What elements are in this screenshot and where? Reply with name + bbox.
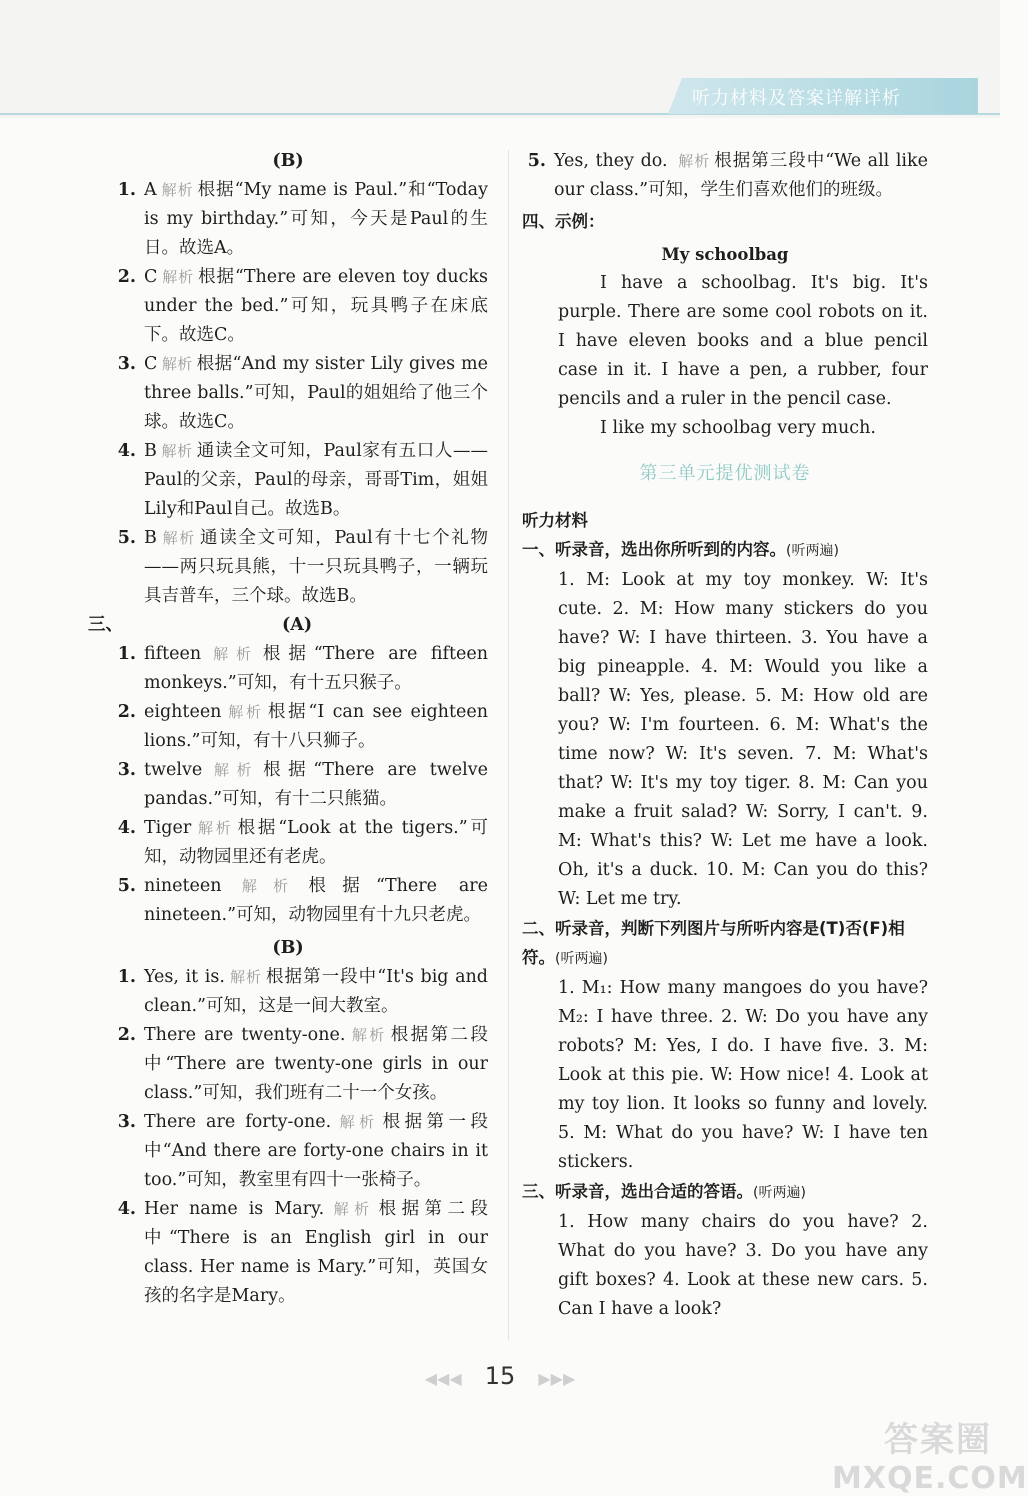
item-explanation: 根据第三段中“We all like our class.”可知，学生们喜欢他们的班级。 [554, 151, 928, 200]
section-4-label: 四、示例： [522, 212, 605, 231]
item-explanation: 根据“I can see eighteen lions.”可知，有十八只狮子。 [144, 702, 488, 751]
item-number: 1. [117, 967, 136, 987]
analysis-label: 解析 [678, 152, 711, 170]
transcript [522, 974, 928, 1177]
page-navigation [400, 1362, 600, 1390]
item-number: 4. [117, 1199, 136, 1219]
item-answer: Tiger [144, 818, 192, 838]
item-number: 5. [527, 151, 546, 171]
item-explanation: 根据“There are fifteen monkeys.”可知，有十五只猴子。 [144, 644, 488, 693]
transcript-line: 4. Look at my toy lion. It looks so funny and lovely. [558, 1065, 928, 1114]
item-number: 2. [117, 1025, 136, 1045]
item-explanation: 根据第二段中“There is an English girl in our class. Her name is Mary.”可知，英国女孩的名字是Mary。 [144, 1199, 488, 1306]
column-divider [508, 150, 509, 1340]
answer-item [88, 176, 488, 263]
essay-paragraph: I like my schoolbag very much. [600, 418, 876, 438]
left-column [88, 147, 488, 1311]
item-number: 3. [117, 354, 136, 374]
analysis-label: 解析 [160, 442, 193, 460]
next-arrows-icon: ▶▶▶ [538, 1369, 576, 1388]
answer-item [88, 1195, 488, 1311]
right-column [522, 147, 928, 1324]
transcript-line: 1. M: Look at my toy monkey. W: It's cute. [558, 570, 928, 619]
item-answer: C [144, 354, 158, 374]
answer-item [88, 756, 488, 814]
watermark-logo: 答案圈 [884, 1420, 992, 1460]
item-answer: B [144, 441, 157, 461]
item-number: 2. [117, 702, 136, 722]
transcript-line: 5. Can I have a look? [558, 1270, 928, 1319]
answer-item [522, 147, 928, 205]
item-explanation: 根据第一段中“It's big and clean.”可知，这是一间大教室。 [144, 967, 489, 1016]
transcript-line: 6. M: What's the time now? W: It's seven. [558, 715, 929, 764]
item-answer: Her name is Mary. [144, 1199, 325, 1219]
item-answer: A [144, 180, 157, 200]
analysis-label: 解析 [335, 1113, 379, 1131]
answer-item [88, 1021, 488, 1108]
answer-item [88, 872, 488, 930]
answer-item [88, 350, 488, 437]
item-answer: fifteen [144, 644, 202, 664]
item-explanation: 根据第二段中“There are twenty-one girls in our class.”可知，我们班有二十一个女孩。 [144, 1025, 489, 1103]
section-3-header [88, 611, 488, 640]
transcript-line: 4. M: Would you like a ball? W: Yes, please. [558, 657, 928, 706]
transcript-line: 2. W: Do you have any robots? M: Yes, I do. I have five. [558, 1007, 928, 1056]
transcript-line: 9. M: What's this? W: Let me have a look. Oh, it's a duck. [558, 802, 928, 880]
part-3b-items [88, 963, 488, 1311]
item-explanation: 根据“There are nineteen.”可知，动物园里有十九只老虎。 [144, 876, 488, 925]
part-b-items [88, 176, 488, 611]
question-heading [522, 1177, 928, 1208]
analysis-label: 解析 [205, 645, 259, 663]
item-answer: B [144, 528, 157, 548]
item-number: 5. [117, 528, 136, 548]
part-b-label: (B) [272, 151, 304, 171]
answer-item [88, 524, 488, 611]
item-explanation: 根据“There are eleven toy ducks under the bed.”可知，玩具鸭子在床底下。故选C。 [144, 267, 488, 345]
answer-item [88, 963, 488, 1021]
part-a-label: (A) [282, 615, 313, 635]
transcript-line: 5. M: What do you have? W: I have ten stickers. [558, 1123, 928, 1172]
item-number: 1. [117, 180, 136, 200]
question-note: (听两遍) [555, 951, 608, 967]
item-number: 4. [117, 818, 136, 838]
answer-item [88, 437, 488, 524]
transcript-line: 7. M: What's that? W: It's my toy tiger. [558, 744, 929, 793]
transcript-line: 1. How many chairs do you have? [558, 1212, 899, 1232]
question-title: 一、听录音，选出你所听到的内容。 [522, 540, 786, 559]
question-heading [522, 914, 928, 974]
analysis-label: 解析 [228, 968, 263, 986]
transcript [522, 566, 928, 914]
item-answer: twelve [144, 760, 203, 780]
item-answer: Yes, it is. [144, 967, 225, 987]
analysis-label: 解析 [206, 761, 260, 779]
question-heading [522, 535, 928, 566]
transcript-line: 5. M: How old are you? W: I'm fourteen. [558, 686, 928, 735]
item-explanation: 根据“There are twelve pandas.”可知，有十二只熊猫。 [144, 760, 488, 809]
transcript-line: 4. Look at these new cars. [663, 1270, 905, 1290]
item-answer: C [144, 267, 158, 287]
item-number: 1. [117, 644, 136, 664]
essay-title: My schoolbag [661, 245, 789, 264]
item-answer: There are twenty-one. [144, 1025, 346, 1045]
item-explanation: 通读全文可知，Paul家有五口人——Paul的父亲，Paul的母亲，哥哥Tim，姐姐Lily和Paul自己。故选B。 [144, 441, 488, 519]
item-explanation: 根据“Look at the tigers.”可知，动物园里还有老虎。 [144, 818, 488, 867]
answer-item [88, 698, 488, 756]
transcript-line: 1. M₁: How many mangoes do you have? M₂: I have three. [558, 978, 928, 1027]
item-answer: There are forty-one. [144, 1112, 332, 1132]
item-explanation: 根据“And my sister Lily gives me three balls.”可知，Paul的姐姐给了他三个球。故选C。 [144, 354, 488, 432]
unit-title: 第三单元提优测试卷 [639, 463, 811, 484]
item-number: 4. [117, 441, 136, 461]
item-answer: eighteen [144, 702, 222, 722]
question-note: (听两遍) [753, 1185, 806, 1201]
transcript-line: 2. M: How many stickers do you have? W: I have thirteen. [558, 599, 928, 648]
item-number: 2. [117, 267, 136, 287]
item-explanation: 根据第一段中“And there are forty-one chairs in it too.”可知，教室里有四十一张椅子。 [144, 1112, 488, 1190]
transcript-line: 3. You have a big pineapple. [558, 628, 928, 677]
item-explanation: 根据“My name is Paul.”和“Today is my birthday.”可知，今天是Paul的生日。故选A。 [144, 180, 488, 258]
item-number: 3. [117, 760, 136, 780]
item-number: 3. [117, 1112, 136, 1132]
header-title: 听力材料及答案详解详析 [692, 88, 901, 109]
transcript-line: 8. M: Can you make a fruit salad? W: Sorry, I can't. [558, 773, 928, 822]
question-title: 三、听录音，选出合适的答语。 [522, 1182, 753, 1201]
analysis-label: 解析 [161, 268, 195, 286]
section-3-label: 三、 [88, 615, 123, 635]
item-number: 5. [117, 876, 136, 896]
part-3b-label: (B) [272, 938, 304, 958]
listening-questions [522, 535, 928, 1324]
analysis-label: 解析 [225, 877, 305, 895]
analysis-label: 解析 [328, 1200, 375, 1218]
essay-paragraph: I have a schoolbag. It's big. It's purple. There are some cool robots on it. I have eleven books and a blue pencil case in it. I have a pen, a rubber, four pencils and a ruler in the pencil case. [558, 273, 928, 409]
question-note: (听两遍) [786, 543, 839, 559]
answer-item [88, 1108, 488, 1195]
transcript-line: 3. M: Look at this pie. W: How nice! [558, 1036, 928, 1085]
answer-item [88, 640, 488, 698]
analysis-label: 解析 [160, 529, 196, 547]
part-3a-items [88, 640, 488, 930]
question-title: 二、听录音，判断下列图片与所听内容是(T)否(F)相符。 [522, 919, 905, 967]
analysis-label: 解析 [195, 819, 234, 837]
transcript [522, 1208, 928, 1324]
analysis-label: 解析 [349, 1026, 387, 1044]
watermark-url: MXQE.COM [832, 1461, 1028, 1496]
analysis-label: 解析 [160, 181, 194, 199]
transcript-line: 10. M: Can you do this? W: Let me try. [558, 860, 928, 909]
item-answer: Yes, they do. [554, 151, 668, 171]
answer-item [88, 814, 488, 872]
item-answer: nineteen [144, 876, 222, 896]
analysis-label: 解析 [161, 355, 193, 373]
listening-label: 听力材料 [522, 511, 588, 530]
answer-item [88, 263, 488, 350]
prev-arrows-icon: ◀◀◀ [424, 1369, 462, 1388]
analysis-label: 解析 [225, 703, 264, 721]
transcript-line: 2. What do you have? [558, 1212, 928, 1261]
item-explanation: 通读全文可知，Paul有十七个礼物——两只玩具熊，十一只玩具鸭子，一辆玩具吉普车，三个球。故选B。 [144, 528, 488, 606]
page-number: 15 [484, 1362, 516, 1390]
transcript-line: 3. Do you have any gift boxes? [558, 1241, 928, 1290]
watermark [832, 1412, 1028, 1496]
